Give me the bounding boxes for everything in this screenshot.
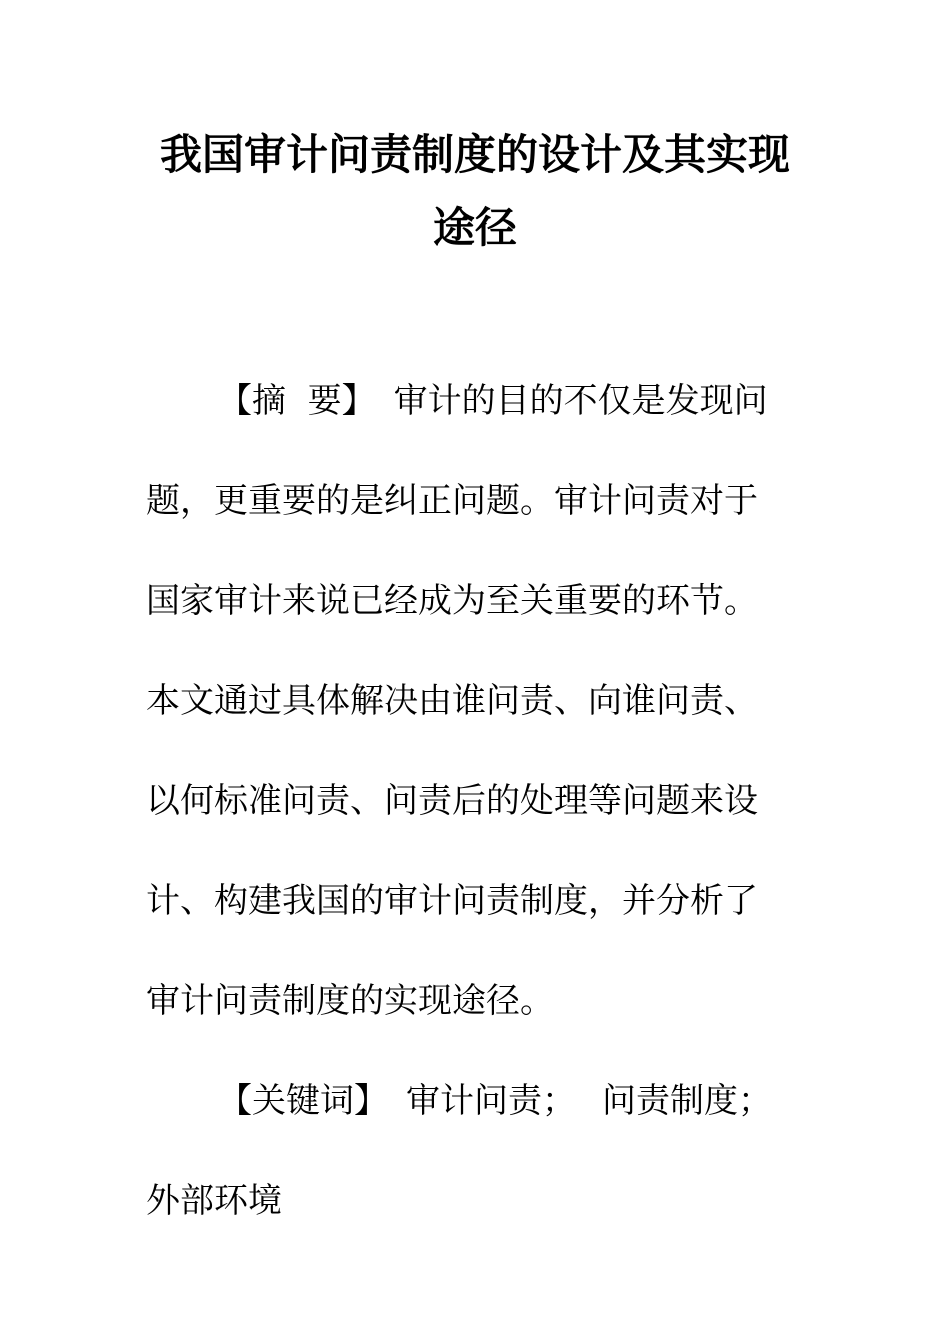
abstract-text-line: 审计的目的不仅是发现问	[393, 381, 768, 421]
keyword-item: 外部环境	[146, 1181, 282, 1221]
abstract-first-line	[218, 381, 806, 421]
keyword-item: 审计问责；	[406, 1081, 576, 1121]
keyword-item: 问责制度；	[602, 1081, 772, 1121]
abstract-text-line: 本文通过具体解决由谁问责、向谁问责、	[146, 681, 758, 721]
abstract-text-line: 计、构建我国的审计问责制度，并分析了	[146, 881, 758, 921]
title-line-2: 途径	[432, 203, 517, 252]
abstract-text-line: 以何标准问责、问责后的处理等问题来设	[146, 781, 758, 821]
abstract-text-line: 题，更重要的是纠正问题。审计问责对于	[146, 481, 758, 521]
title-line-1: 我国审计问责制度的设计及其实现	[159, 130, 790, 179]
keywords-label: 【关键词】	[218, 1081, 388, 1121]
abstract-label: 【摘 要】	[218, 381, 376, 421]
abstract-text-line: 审计问责制度的实现途径。	[146, 981, 554, 1021]
keywords-line	[218, 1081, 806, 1121]
abstract-text-line: 国家审计来说已经成为至关重要的环节。	[146, 581, 758, 621]
